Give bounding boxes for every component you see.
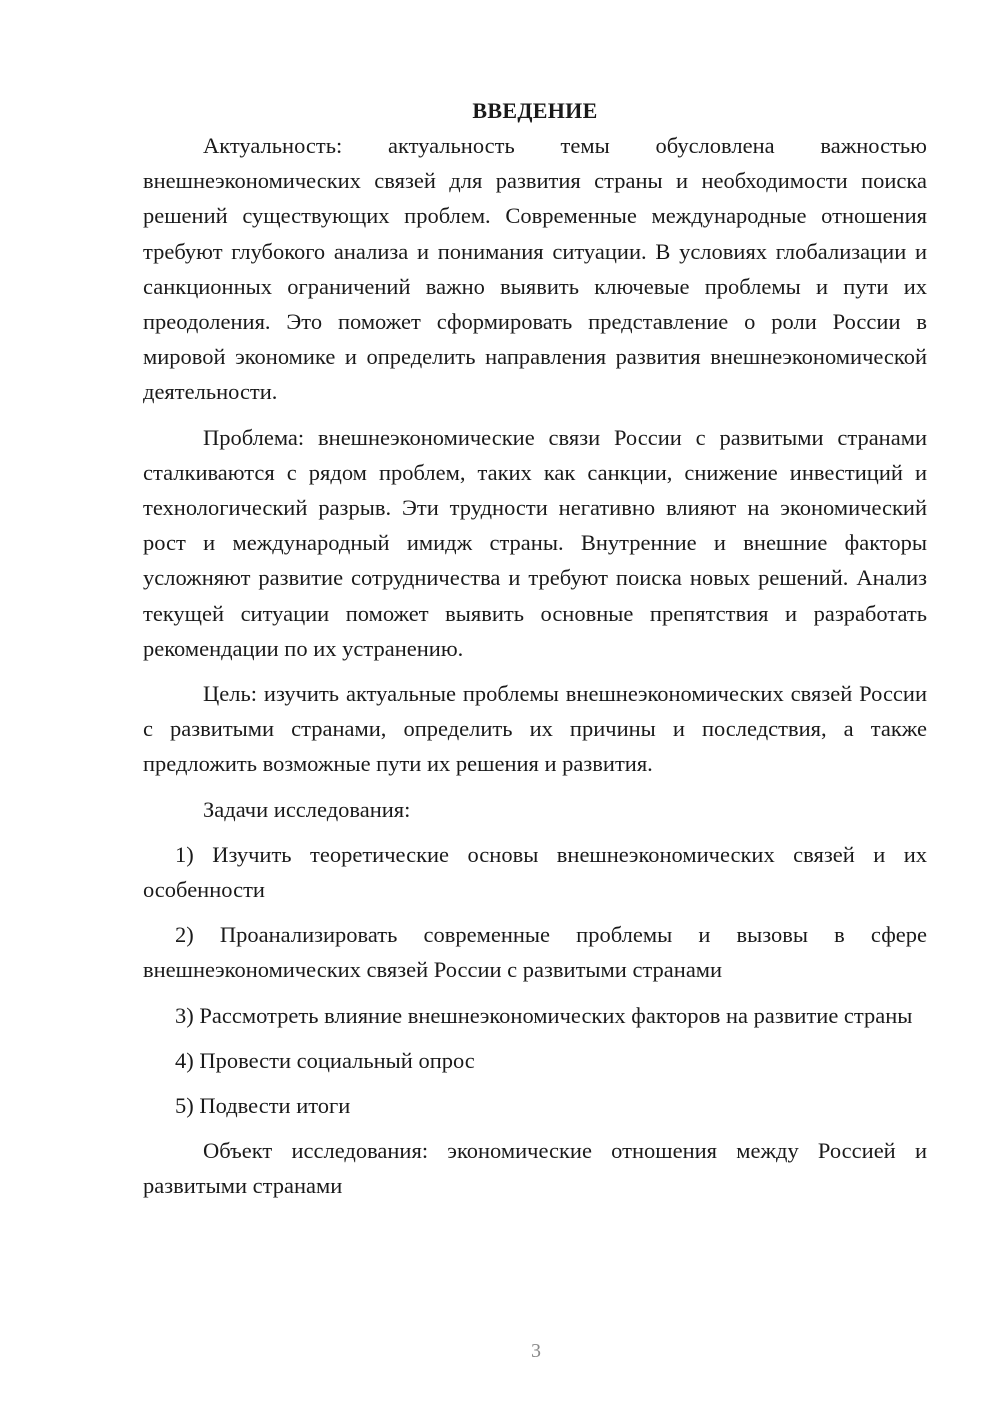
task-item-1: 1) Изучить теоретические основы внешнеэкономических связей и их особенности [143,841,927,903]
task-item-5: 5) Подвести итоги [175,1093,351,1119]
relevance-paragraph: Актуальность: актуальность темы обусловлена важностью внешнеэкономических связей для развития страны и необходимости поиска решений существующих проблем. Современные международные отношения требуют глубокого анализа и понимания ситуации. В условиях глобализации и санкционных ограничений важно выявить ключевые проблемы и пути их преодоления. Это поможет сформировать представление о роли России в мировой экономике и определить направления развития внешнеэкономической деятельности. [143,133,927,405]
object-paragraph: Объект исследования: экономические отношения между Россией и развитыми странами [143,1138,927,1199]
page-content [143,93,927,1204]
task-item-4: 4) Провести социальный опрос [175,1047,475,1073]
task-item-3: 3) Рассмотреть влияние внешнеэкономических факторов на развитие страны [175,1002,913,1028]
section-heading: ВВЕДЕНИЕ [472,98,598,123]
tasks-label: Задачи исследования: [203,796,411,822]
task-item-2: 2) Проанализировать современные проблемы и вызовы в сфере внешнеэкономических связей России с развитыми странами [143,922,927,983]
problem-paragraph: Проблема: внешнеэкономические связи России с развитыми странами сталкиваются с рядом проблем, таких как санкции, снижение инвестиций и технологический разрыв. Эти трудности негативно влияют на экономический рост и международный имидж страны. Внутренние и внешние факторы усложняют развитие сотрудничества и требуют поиска новых решений. Анализ текущей ситуации поможет выявить основные препятствия и разработать рекомендации по их устранению. [143,424,927,661]
goal-paragraph: Цель: изучить актуальные проблемы внешнеэкономических связей России с развитыми странами, определить их причины и последствия, а также предложить возможные пути их решения и развития. [143,681,927,777]
page-number: 3 [531,1340,541,1362]
